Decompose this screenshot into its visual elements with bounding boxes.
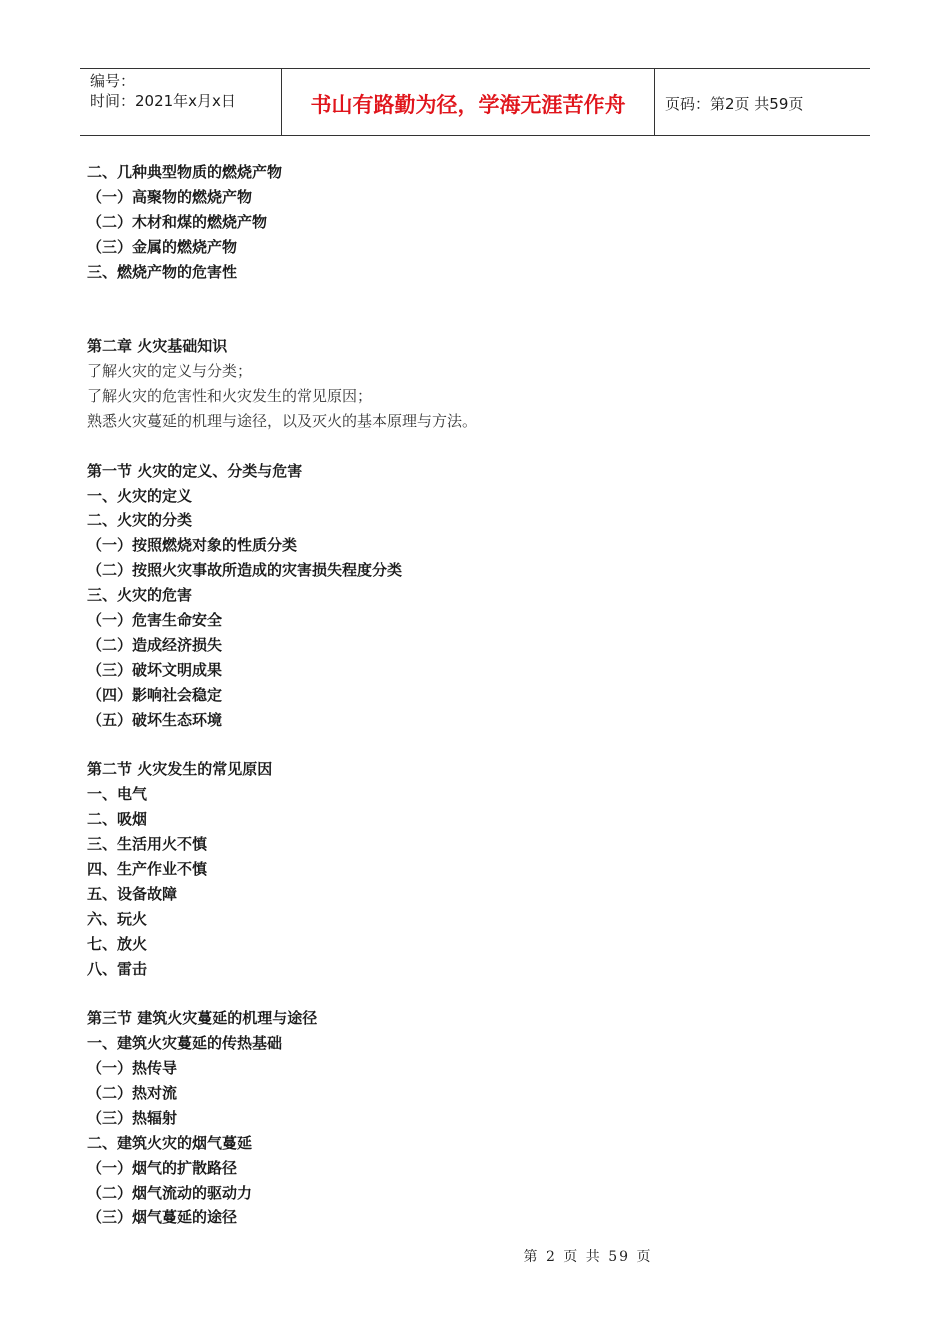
section-heading: 一、建筑火灾蔓延的传热基础 <box>87 1034 283 1053</box>
section-heading: 二、建筑火灾的烟气蔓延 <box>87 1133 253 1152</box>
header-motto: 书山有路勤为径，学海无涯苦作舟 <box>281 69 655 135</box>
section-heading: 七、放火 <box>87 934 148 953</box>
subsection-item: （一）危害生命安全 <box>87 611 223 630</box>
subsection-item: （三）金属的燃烧产物 <box>87 237 238 256</box>
section-title: 第一节 火灾的定义、分类与危害 <box>87 461 303 480</box>
subsection-item: （四）影响社会稳定 <box>87 685 223 704</box>
subsection-item: （二）造成经济损失 <box>87 635 223 654</box>
section-heading: 一、电气 <box>87 785 148 804</box>
section-heading: 四、生产作业不慎 <box>87 859 208 878</box>
section-heading: 三、火灾的危害 <box>87 586 193 605</box>
objective-line: 熟悉火灾蔓延的机理与途径，以及灭火的基本原理与方法。 <box>87 411 478 430</box>
subsection-item: （二）热对流 <box>87 1083 178 1102</box>
section-title: 第三节 建筑火灾蔓延的机理与途径 <box>87 1009 318 1028</box>
subsection-item: （二）木材和煤的燃烧产物 <box>87 212 268 231</box>
subsection-item: （一）按照燃烧对象的性质分类 <box>87 536 298 555</box>
subsection-item: （三）破坏文明成果 <box>87 660 223 679</box>
header-page-info: 页码：第2页 共59页 <box>665 94 804 113</box>
section-heading: 八、雷击 <box>87 959 148 978</box>
section-heading: 二、吸烟 <box>87 810 148 829</box>
code-label: 编号： <box>90 72 136 90</box>
subsection-item: （三）烟气蔓延的途径 <box>87 1208 238 1227</box>
subsection-item: （一）高聚物的燃烧产物 <box>87 187 253 206</box>
time-label: 时间：2021年x月x日 <box>90 92 236 110</box>
section-heading: 一、火灾的定义 <box>87 486 193 505</box>
section-heading: 三、生活用火不慎 <box>87 835 208 854</box>
section-heading: 二、火灾的分类 <box>87 511 193 530</box>
header-meta <box>80 69 281 135</box>
section-heading: 三、燃烧产物的危害性 <box>87 262 238 281</box>
page-header <box>80 68 870 136</box>
page-footer: 第 2 页 共 59 页 <box>523 1249 653 1265</box>
objective-line: 了解火灾的定义与分类； <box>87 362 253 381</box>
chapter-title: 第二章 火灾基础知识 <box>87 337 228 356</box>
section-heading: 六、玩火 <box>87 909 148 928</box>
subsection-item: （一）热传导 <box>87 1059 178 1078</box>
subsection-item: （三）热辐射 <box>87 1108 178 1127</box>
subsection-item: （二）烟气流动的驱动力 <box>87 1183 253 1202</box>
section-heading: 二、几种典型物质的燃烧产物 <box>87 163 283 181</box>
subsection-item: （二）按照火灾事故所造成的灾害损失程度分类 <box>87 561 403 580</box>
objective-line: 了解火灾的危害性和火灾发生的常见原因； <box>87 387 373 406</box>
document-body <box>87 160 867 1230</box>
section-title: 第二节 火灾发生的常见原因 <box>87 760 273 779</box>
subsection-item: （一）烟气的扩散路径 <box>87 1158 238 1177</box>
subsection-item: （五）破坏生态环境 <box>87 710 223 729</box>
section-heading: 五、设备故障 <box>87 884 178 903</box>
